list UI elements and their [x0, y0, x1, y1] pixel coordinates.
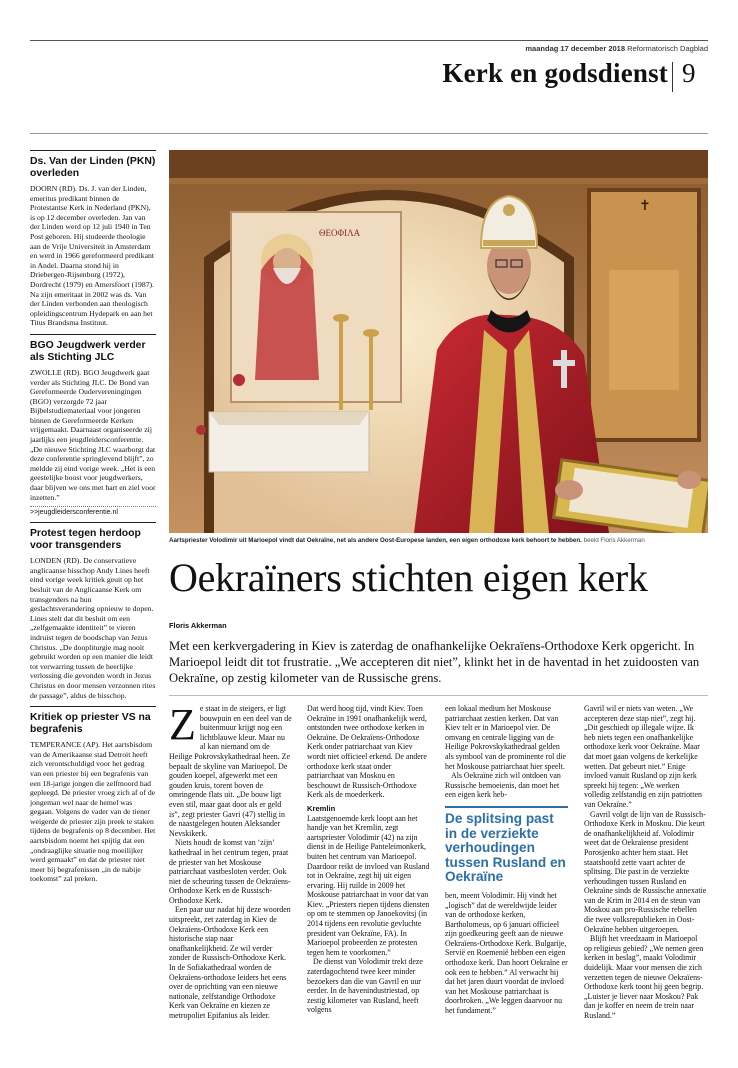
dateline [525, 44, 708, 53]
news-brief-title: BGO Jeugdwerk verder als Stichting JLC [30, 339, 146, 363]
section-rule [30, 133, 708, 134]
photo-caption [169, 537, 708, 544]
article-column-4 [584, 704, 707, 1021]
news-brief-sidebar [30, 150, 156, 890]
top-rule [30, 40, 708, 41]
article-lead: Met een kerkvergadering in Kiev is zaterdag de onafhankelijke Oekraïens-Orthodoxe Kerk opgericht. In Marioepol leidt dit tot frustratie. „We accepteren dit niet”, klinkt het in de haventad in het zuidoosten van Oekraïne, op zestig kilometer van de Russische grens. [169, 639, 700, 686]
newspaper-name: Reformatorisch Dagblad [627, 44, 708, 53]
priester-photo-illustration [169, 150, 708, 533]
news-brief [30, 706, 156, 884]
news-brief-body: ZWOLLE (RD). BGO Jeugdwerk gaat verder als Stichting JLC. De Bond van Gereformeerde Oudervereningingen (BGO) verzorgde 72 jaar Bijbelstudiemateriaal voor jongeren binnen de Gereformeerde Kerken vrijgemaakt. Daarnaast organiseerde zij jaarlijks een jeugdleidersconferentie. „De nieuwe Stichting JLC waarborgt dat deze conferentie springlevend blijft”, zo meldde zij eind vorige week. „Het is een geestelijke boost voor jeugdwerkers, daar blijven we ons met hart en ziel voor inzetten.” [30, 367, 156, 502]
paragraph: een lokaal medium het Moskouse patriarchaat zestien kerken. Dat van Kiev telt er in Marioepol vier. De omvang en centrale ligging van de Heilige Pokrovskykathedraal gelden als symbool van de prominente rol die het Moskouse patriarchaat hier speelt. [445, 704, 566, 771]
news-brief-title: Ds. Van der Linden (PKN) overleden [30, 156, 156, 179]
paragraph: Gavril wil er niets van weten. „We accepteren deze stap niet”, zegt hij. „Dit geschiedt op illegale wijze. Ik heb niets tegen een onafhankelijke orthodoxe kerk voor Oekraïne. Maar dat moet gaan volgens de kerkelijke wetten. Dat gebeurt niet.” Enige invloed vanuit Rusland op zijn kerk spreekt hij tegen: „We werken volledig zelfstandig en zijn patriotten van Oekraïne.” [584, 704, 702, 809]
paragraph: Dat werd hoog tijd, vindt Kiev. Toen Oekraïne in 1991 onafhankelijk werd, ontstonden twee orthodoxe kerken in Oekraïne. De Oekraïens-Orthodoxe Kerk onder patriarchaat van Kiev wordt niet officieel erkend. De andere orthodoxe kerk staat onder patriarchaat van Moskou en beschouwt de Russisch-Orthodoxe Kerk als de moederkerk. [307, 704, 427, 800]
photo-credit: beeld Floris Akkerman [583, 537, 645, 544]
svg-text:✝: ✝ [639, 198, 651, 214]
paragraph: Blijft het vreedzaam in Marioepol op religieus gebied? „We nemen geen kerken in beslag”, maakt Volodimir duidelijk. Maar voor mensen die zich verzetten tegen de nieuwe Oekraïens-Orthodoxe kerk toont hij geen begrip. „Luister je liever naar Moskou? Pak dan je koffer en neem de trein naar Rusland.” [584, 934, 704, 1020]
paragraph: ben, meent Volodimir. Hij vindt het „logisch” dat de wereldwijde leider van de orthodoxe kerken, Bartholomeus, op 6 januari officieel zijn goedkeuring geeft aan de nieuwe Oekraïens-Orthodoxe Kerk. Bulgarije, Servië en Roemenië hebben een eigen orthodoxe kerk. Dan hoort Oekraïne er ook een te hebben.” Al verwacht hij dat het jaren duurt voordat de invloed van het Moskouse patriarchaat is doorbroken. „We leggen daarvoor nu het fundament.” [445, 890, 568, 1016]
paragraph: Als Oekraïne zich wil ontdoen van Russische bemoeienis, dan moet het een eigen kerk heb- [445, 771, 561, 800]
article-photo [169, 150, 708, 533]
article-column-1 [169, 700, 292, 1021]
page-number: 9 [682, 58, 696, 88]
subheading: Kremlin [307, 803, 336, 813]
svg-text:ΘΕΟΦΙΛΑ: ΘΕΟΦΙΛΑ [319, 228, 361, 238]
paragraph: De dienst van Volodimir trekt deze zaterdagochtend twee keer minder bezoekers dan die van Gavril en uur eerder. In de havenindustriestad, op zestig kilometer van Rusland, heeft volgens [307, 957, 423, 1015]
news-brief-body: DOORN (RD). Ds. J. van der Linden, emeritus predikant binnen de Protestantse Kerk in Nederland (PKN), is op 12 december overleden. Jan van der Linden werd op 12 juli 1940 in Ten Post geboren. Hij studeerde theologie aan de Vrije Universiteit in Amsterdam en werd in 1966 gereformeerd predikant in Andel. Daarna stond hij in Driebergen-Rijsenburg (1972), Dordrecht (1979) en Amersfoort (1987). Na zijn emeritaat in 2002 was ds. Van der Linden verbonden aan theologisch opleidingscentrum Hydepark en aan het Titus Brandsma Instituut. [30, 184, 155, 328]
paragraph: Laatstgenoemde kerk loopt aan het handje van het Kremlin, zegt aartspriester Volodimir (42) na zijn dienst in de Heilige Panteleimonkerk, buiten het centrum van Marioepol. Daardoor reikt de invloed van Rusland tot in Oekraïne, zegt hij uit eigen ervaring. Hij ruilde in 2009 het Moskouse patriarchaat in voor dat van Kiev. „Priesters riepen tijdens diensten op om te stemmen op Janoekovitsj (in 2014 tijdens een revolutie gevluchte president van Oekraïne, FA). In Marioepol probeerden ze protesten tegen hem te voorkomen.” [307, 813, 430, 957]
paragraph [169, 700, 292, 838]
byline: Floris Akkerman [169, 621, 227, 630]
divider [672, 62, 673, 92]
issue-date: maandag 17 december 2018 [525, 44, 626, 53]
article-column-3 [445, 704, 568, 1016]
news-brief [30, 334, 156, 516]
news-brief-body: TEMPERANCE (AP). Het aartsbisdom van de Amerikaanse stad Detroit heeft zich verontschuldigd voor het gedrag van een priester bij een begrafenis van een 18-jarige jongen die zelfmoord had gepleegd. De priester vroeg zich af of de jongeman wel naar de hemel was gegaan. Volgens de vader van de tiener weigerde de priester zijn preek te staken tijdens de begrafenis op 8 december. Het aartsbisdom noemt het spijtig dat een „ondraaglijke situatie nog moeilijker werd gemaakt” en dat de priester niet meer bij begrafenissen „in de nabije toekomst” zal preken. [30, 740, 156, 884]
news-brief-link[interactable]: >>jeugdleidersconferentie.nl [30, 506, 156, 516]
lead-rule [169, 695, 708, 696]
caption-text: Aartspriester Volodimir uit Marioepol vindt dat Oekraïne, net als andere Oost-Europese landen, een eigen orthodoxe kerk behoort te hebben. [169, 537, 582, 544]
paragraph: Een paar uur nadat hij deze woorden uitspreekt, zet zaterdag in Kiev de Oekraïens-Orthodoxe Kerk een historische stap naar onafhankelijkheid. Ze wil verder zonder de Russisch-Orthodoxe Kerk. In de Sofiakathedraal worden de Oekraïens-orthodoxe leiders het eens over de oprichting van een nieuwe nationale, zelfstandige Orthodoxe Kerk van Oekraïne en kiezen ze metropoliet Epifanius als leider. [169, 905, 291, 1020]
section-title: Kerk en godsdienst [442, 58, 668, 88]
pull-quote: De splitsing past in de verziekte verhoudingen tussen Rusland en Oekraïne [445, 806, 568, 885]
article-column-2 [307, 704, 430, 1015]
article-headline: Oekraïners stichten eigen kerk [169, 555, 648, 600]
paragraph: Gavril volgt de lijn van de Russisch-Orthodoxe Kerk in Moskou. Die keurt de onafhankelijkheid af. Volodimir weet dat de Oekraïense president Porosjenko achter hem staat. Het staatshoofd zette vaart achter de splitsing. Die past in de verziekte verhoudingen tussen Rusland en Oekraïne sinds de Russische annexatie van de Krim in 2014 en de steun van Moskou aan pro-Russische rebellen die twee volksrepublieken in Oost-Oekraïne hebben uitgeroepen. [584, 809, 707, 934]
news-brief-body: LONDEN (RD). De conservatieve anglicaanse bisschop Andy Lines heeft eind vorige week kritiek geuit op het besluit van de Anglicaanse Kerk om transgenders na hun geslachtsverandering opnieuw te dopen. Lines stelt dat dit besluit om een „zelfgemaakte identiteit” te vieren indruist tegen de boodschap van Jezus Christus. „De doopliturgie mag nooit gebruikt worden op een manier die leidt tot verwarring tussen de heerlijke verlossing die gevonden wordt in Jezus Christus en door mensen verzonnen rites de passage”, aldus de bisschop. [30, 556, 156, 700]
paragraph-text: e staat in de steigers, er ligt bouwpuin en een deel van de buitenmuur krijgt nog een lichtblauwe kleur. Maar nu al kan niemand om de Heilige Pokrovskykathedraal heen. Ze bepaalt de skyline van Marioepol. De gouden koepel, afgewerkt met een gouden kruis, torent boven de omringende flats uit. „De bouw ligt even stil, maar gaat door als er geld is”, zegt priester Gavri (47) stellig in de naastgelegen houten Aleksander Nevskikerk. [169, 704, 292, 838]
news-brief-title: Kritiek op priester VS na begrafenis [30, 712, 151, 736]
paragraph: Niets houdt de komst van ‘zijn’ kathedraal in het centrum tegen, praat de priester van het Moskouse patriarchaat vastbesloten verder. Ook niet de scheuring tussen de Oekraïens-Orthodoxe Kerk en de Russisch-Orthodoxe Kerk. [169, 838, 291, 905]
drop-cap: Z [169, 700, 196, 749]
news-brief [30, 150, 156, 328]
news-brief-title: Protest tegen herdoop voor transgenders [30, 528, 141, 552]
news-brief [30, 522, 156, 700]
